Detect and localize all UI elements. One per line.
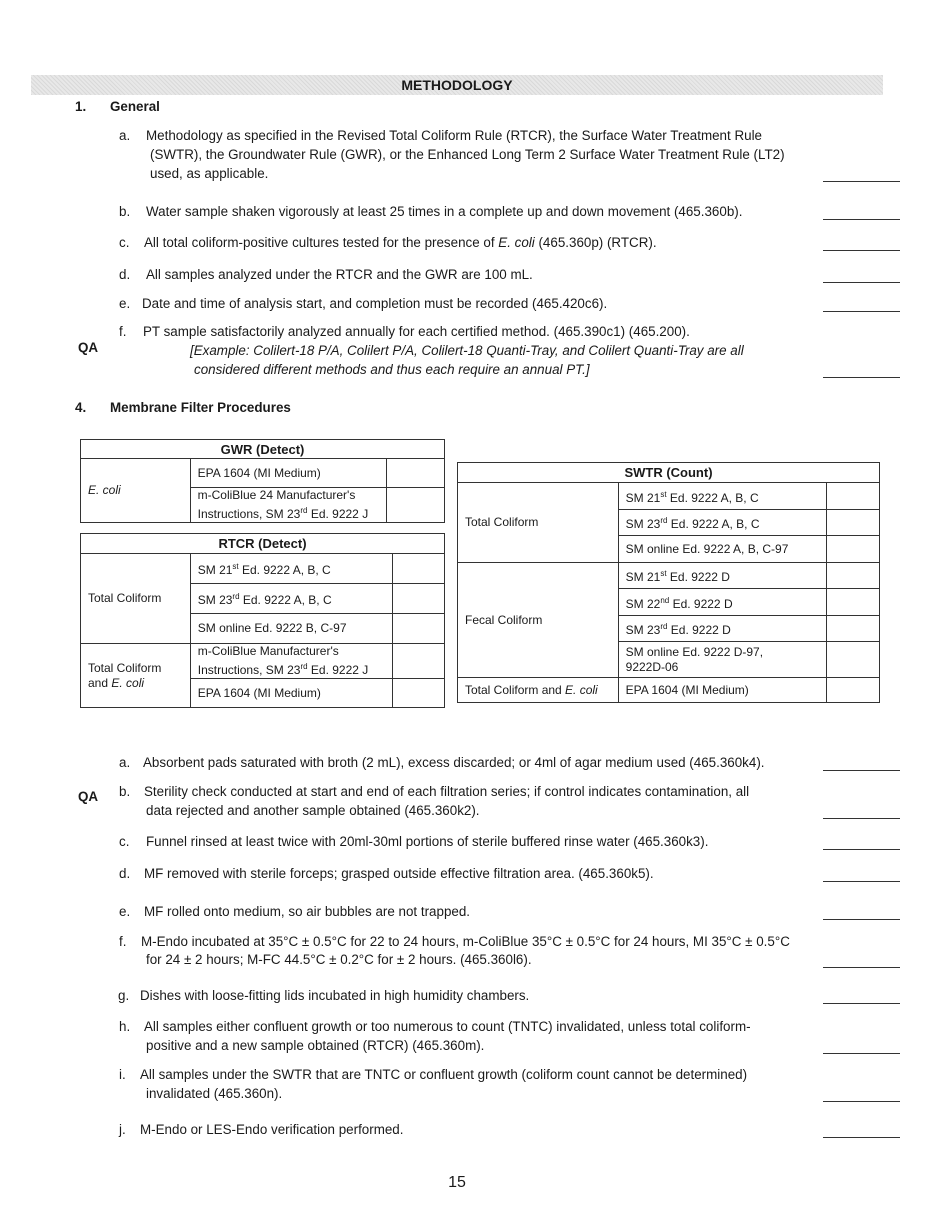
item-text: Sterility check conducted at start and end of each filtration series; if control indicates contamination, all xyxy=(144,784,750,799)
table-cell: SM online Ed. 9222 A, B, C-97 xyxy=(618,536,826,563)
table-blank-cell[interactable] xyxy=(393,679,445,708)
checkbox-line[interactable] xyxy=(823,250,900,251)
item-text: Funnel rinsed at least twice with 20ml-30ml portions of sterile buffered rinse water (465.360k3). xyxy=(146,834,709,849)
item-text: used, as applicable. xyxy=(150,166,269,181)
item-text: MF rolled onto medium, so air bubbles are not trapped. xyxy=(144,904,471,919)
table-blank-cell[interactable] xyxy=(827,589,880,616)
table-cell: SM 23rd Ed. 9222 A, B, C xyxy=(618,510,826,536)
item-text: Water sample shaken vigorously at least 25 times in a complete up and down movement (465.360b). xyxy=(146,204,743,219)
item-label: j. xyxy=(119,1122,126,1137)
item-label: e. xyxy=(119,296,131,311)
table-cell: SM 21st Ed. 9222 A, B, C xyxy=(618,483,826,510)
table-blank-cell[interactable] xyxy=(393,644,445,679)
checkbox-line[interactable] xyxy=(823,1101,900,1102)
table-group: Total Coliform and E. coli xyxy=(458,678,619,703)
section-number: 1. xyxy=(75,99,87,114)
table-cell: SM 23rd Ed. 9222 A, B, C xyxy=(190,584,392,614)
qa-marker: QA xyxy=(78,340,99,355)
item-note: [Example: Colilert-18 P/A, Colilert P/A, Colilert-18 Quanti-Tray, and Colilert Quanti-Tray are all xyxy=(190,343,744,358)
table-cell: EPA 1604 (MI Medium) xyxy=(190,679,392,708)
table-cell: EPA 1604 (MI Medium) xyxy=(618,678,826,703)
table-title: SWTR (Count) xyxy=(458,463,880,483)
item-text: Date and time of analysis start, and completion must be recorded (465.420c6). xyxy=(142,296,608,311)
item-label: a. xyxy=(119,128,131,143)
item-text: MF removed with sterile forceps; grasped outside effective filtration area. (465.360k5). xyxy=(144,866,654,881)
item-label: g. xyxy=(118,988,130,1003)
table-blank-cell[interactable] xyxy=(827,616,880,642)
item-text: M-Endo incubated at 35°C ± 0.5°C for 22 to 24 hours, m-ColiBlue 35°C ± 0.5°C for 24 hours, MI 35°C ± 0.5°C xyxy=(141,934,790,949)
table-cell: m-ColiBlue 24 Manufacturer's Instructions, SM 23rd Ed. 9222 J xyxy=(190,488,387,523)
item-label: i. xyxy=(119,1067,126,1082)
table-title: RTCR (Detect) xyxy=(81,534,445,554)
table-title: GWR (Detect) xyxy=(81,440,445,459)
item-label: b. xyxy=(119,784,131,799)
gwr-table xyxy=(80,439,445,523)
table-blank-cell[interactable] xyxy=(393,584,445,614)
checkbox-line[interactable] xyxy=(823,967,900,968)
item-text: All samples either confluent growth or too numerous to count (TNTC) invalidated, unless total coliform- xyxy=(144,1019,751,1034)
section-title: Membrane Filter Procedures xyxy=(110,400,291,415)
checkbox-line[interactable] xyxy=(823,282,900,283)
item-note: considered different methods and thus each require an annual PT.] xyxy=(194,362,590,377)
table-group: Fecal Coliform xyxy=(458,563,619,678)
checkbox-line[interactable] xyxy=(823,1053,900,1054)
table-blank-cell[interactable] xyxy=(387,459,445,488)
item-label: c. xyxy=(119,235,130,250)
checkbox-line[interactable] xyxy=(823,311,900,312)
checkbox-line[interactable] xyxy=(823,849,900,850)
item-text: PT sample satisfactorily analyzed annually for each certified method. (465.390c1) (465.200). xyxy=(143,324,690,339)
item-text: All total coliform-positive cultures tested for the presence of E. coli (465.360p) (RTCR). xyxy=(144,235,657,250)
item-text: (SWTR), the Groundwater Rule (GWR), or the Enhanced Long Term 2 Surface Water Treatment Rule (LT2) xyxy=(150,147,785,162)
page-title: METHODOLOGY xyxy=(31,75,883,95)
item-text: Absorbent pads saturated with broth (2 mL), excess discarded; or 4ml of agar medium used (465.360k4). xyxy=(143,755,765,770)
item-text: positive and a new sample obtained (RTCR) (465.360m). xyxy=(146,1038,485,1053)
qa-marker: QA xyxy=(78,789,99,804)
checkbox-line[interactable] xyxy=(823,919,900,920)
table-blank-cell[interactable] xyxy=(393,614,445,644)
checkbox-line[interactable] xyxy=(823,219,900,220)
item-label: c. xyxy=(119,834,130,849)
swtr-table xyxy=(457,462,880,703)
rtcr-table xyxy=(80,533,445,708)
item-text: All samples analyzed under the RTCR and the GWR are 100 mL. xyxy=(146,267,533,282)
item-label: d. xyxy=(119,866,131,881)
item-text: data rejected and another sample obtained (465.360k2). xyxy=(146,803,480,818)
item-text: M-Endo or LES-Endo verification performed. xyxy=(140,1122,404,1137)
item-text: for 24 ± 2 hours; M-FC 44.5°C ± 0.2°C for ± 2 hours. (465.360l6). xyxy=(146,952,532,967)
checkbox-line[interactable] xyxy=(823,1137,900,1138)
table-blank-cell[interactable] xyxy=(827,642,880,678)
section-number: 4. xyxy=(75,400,87,415)
table-blank-cell[interactable] xyxy=(827,563,880,589)
table-blank-cell[interactable] xyxy=(393,554,445,584)
item-label: h. xyxy=(119,1019,131,1034)
item-label: f. xyxy=(119,934,127,949)
table-cell: SM 22nd Ed. 9222 D xyxy=(618,589,826,616)
table-group: Total Coliform xyxy=(458,483,619,563)
section-title: General xyxy=(110,99,160,114)
page-number: 15 xyxy=(448,1174,466,1191)
checkbox-line[interactable] xyxy=(823,377,900,378)
table-cell: EPA 1604 (MI Medium) xyxy=(190,459,387,488)
table-blank-cell[interactable] xyxy=(827,678,880,703)
item-label: f. xyxy=(119,324,127,339)
table-blank-cell[interactable] xyxy=(827,510,880,536)
table-group: Total Coliform xyxy=(81,554,191,644)
checkbox-line[interactable] xyxy=(823,770,900,771)
item-label: e. xyxy=(119,904,131,919)
checkbox-line[interactable] xyxy=(823,881,900,882)
table-cell: SM 21st Ed. 9222 A, B, C xyxy=(190,554,392,584)
item-text: Methodology as specified in the Revised Total Coliform Rule (RTCR), the Surface Water Treatment Rule xyxy=(146,128,762,143)
item-text: invalidated (465.360n). xyxy=(146,1086,283,1101)
table-blank-cell[interactable] xyxy=(827,483,880,510)
table-cell: m-ColiBlue Manufacturer's Instructions, SM 23rd Ed. 9222 J xyxy=(190,644,392,679)
table-cell: SM 21st Ed. 9222 D xyxy=(618,563,826,589)
checkbox-line[interactable] xyxy=(823,181,900,182)
item-label: a. xyxy=(119,755,131,770)
table-blank-cell[interactable] xyxy=(827,536,880,563)
checkbox-line[interactable] xyxy=(823,818,900,819)
table-group: Total Coliform and E. coli xyxy=(81,644,191,708)
item-label: b. xyxy=(119,204,131,219)
item-label: d. xyxy=(119,267,131,282)
table-cell: SM 23rd Ed. 9222 D xyxy=(618,616,826,642)
table-group: E. coli xyxy=(81,459,191,523)
table-blank-cell[interactable] xyxy=(387,488,445,523)
item-text: All samples under the SWTR that are TNTC or confluent growth (coliform count cannot be determined) xyxy=(140,1067,748,1082)
item-text: Dishes with loose-fitting lids incubated in high humidity chambers. xyxy=(140,988,530,1003)
table-cell: SM online Ed. 9222 B, C-97 xyxy=(190,614,392,644)
checkbox-line[interactable] xyxy=(823,1003,900,1004)
table-cell: SM online Ed. 9222 D-97, 9222D-06 xyxy=(618,642,826,678)
